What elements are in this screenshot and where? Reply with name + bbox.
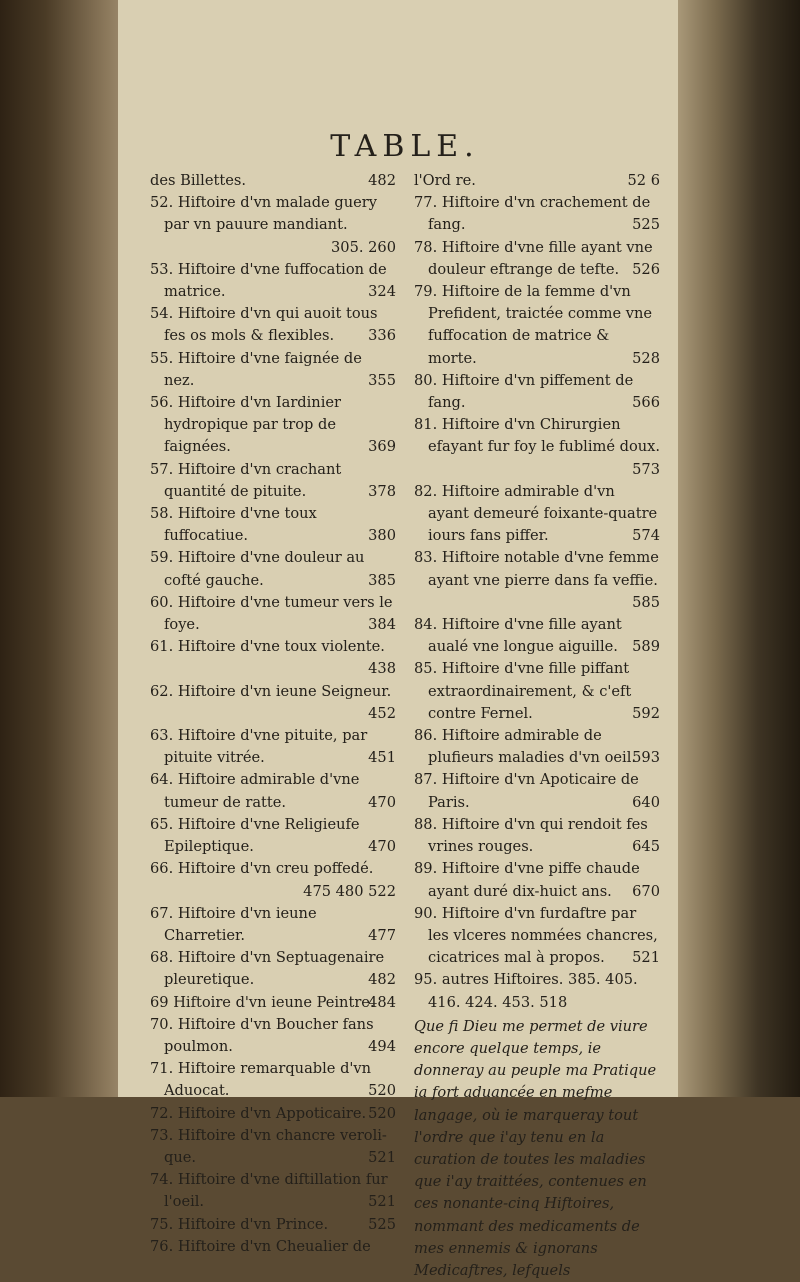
left_column-entry: [150, 992, 396, 1014]
left_column-entry: [150, 1125, 396, 1169]
entry-text: 58. Hiftoire d'vne toux fuffocatiue.: [150, 505, 317, 545]
right_column-entry: [414, 370, 660, 414]
entry-page-number: 574: [632, 527, 660, 545]
entry-text: 75. Hiftoire d'vn Prince.: [150, 1215, 329, 1233]
entry-page-number: 585: [632, 593, 660, 611]
left_column-entry: [150, 769, 396, 813]
left_column-entry: [150, 1058, 396, 1102]
entry-page-number: 369: [368, 438, 396, 456]
entry-page-number: 484: [368, 993, 396, 1011]
entry-page-number: 475 480 522: [303, 882, 396, 900]
entry-text: 88. Hiftoire d'vn qui rendoit fes vrines rouges.: [414, 815, 648, 856]
left_column-entry: [150, 1236, 396, 1258]
entry-page-number: 324: [368, 283, 396, 301]
entry-text: 74. Hiftoire d'vne diftillation fur l'oeil.: [150, 1171, 388, 1211]
entry-page-number: 384: [368, 616, 396, 634]
right_column-entry: [414, 281, 660, 370]
left_column-entry: [150, 858, 396, 902]
right_column-entry: [414, 170, 660, 192]
entry-text: 70. Hiftoire d'vn Boucher fans poulmon.: [150, 1015, 374, 1055]
entry-text: 62. Hiftoire d'vn ieune Seigneur.: [150, 682, 392, 700]
entry-page-number: 305. 260: [331, 238, 396, 256]
right_column-entry: [414, 903, 660, 970]
entry-text: 59. Hiftoire d'vne douleur au cofté gauche.: [150, 549, 365, 589]
left_column-entry: [150, 170, 396, 192]
right_column-entry: [414, 414, 660, 481]
entry-page-number: 520: [368, 1082, 396, 1100]
entry-page-number: 521: [368, 1148, 396, 1166]
entry-text: 95. autres Hiftoires. 385. 405. 416. 424. 453. 518: [414, 971, 638, 1011]
right-column: [414, 170, 660, 1282]
left_column-entry: [150, 814, 396, 858]
entry-text: 67. Hiftoire d'vn ieune Charretier.: [150, 904, 317, 944]
entry-text: 76. Hiftoire d'vn Cheualier de: [150, 1237, 371, 1255]
entry-text: l'Ord re.: [414, 172, 476, 189]
entry-page-number: 589: [632, 638, 660, 656]
right_column-entry: [414, 725, 660, 769]
entry-page-number: 470: [368, 793, 396, 811]
right_column-entry: [414, 481, 660, 548]
entry-page-number: 385: [368, 571, 396, 589]
entry-text: 78. Hiftoire d'vne fille ayant vne douleur eftrange de tefte.: [414, 238, 653, 278]
entry-text: 73. Hiftoire d'vn chancre veroli-que.: [150, 1126, 387, 1166]
entry-page-number: 592: [632, 704, 660, 722]
entry-page-number: 482: [368, 172, 396, 189]
entry-text: 90. Hiftoire d'vn furdaftre par les vlceres nommées chancres, cicatrices mal à propos.: [414, 904, 658, 967]
entry-page-number: 520: [368, 1104, 396, 1122]
right_column-entry: [414, 858, 660, 902]
left_column-entry: [150, 259, 396, 303]
entry-page-number: 438: [368, 660, 396, 678]
entry-text: 83. Hiftoire notable d'vne femme ayant vne pierre dans fa veffie.: [414, 549, 659, 589]
right-page-edge: [660, 0, 800, 1097]
entry-text: 66. Hiftoire d'vn creu poffedé.: [150, 860, 374, 878]
entry-page-number: 482: [368, 971, 396, 989]
left_column-entry: [150, 1014, 396, 1058]
left_column-entry: [150, 192, 396, 259]
entry-page-number: 52 6: [627, 172, 660, 189]
entry-text: 81. Hiftoire d'vn Chirurgien efayant fur foy le fublimé doux.: [414, 416, 661, 456]
entry-page-number: 526: [632, 260, 660, 278]
entry-text: 56. Hiftoire d'vn Iardinier hydropique par trop de faignées.: [150, 394, 341, 456]
entry-page-number: 645: [632, 838, 660, 856]
left_column-entry: [150, 725, 396, 769]
left_column-entry: [150, 503, 396, 547]
entry-text: 53. Hiftoire d'vne fuffocation de matrice.: [150, 260, 387, 301]
left_column-entry: [150, 1103, 396, 1125]
entry-text: 65. Hiftoire d'vne Religieufe Epileptique.: [150, 815, 360, 856]
entry-text: 79. Hiftoire de la femme d'vn Prefident, traictée comme vne fuffocation de matrice & morte.: [414, 283, 653, 367]
right-entries: [414, 170, 660, 1014]
entry-text: 87. Hiftoire d'vn Apoticaire de Paris.: [414, 771, 639, 811]
entry-text: 57. Hiftoire d'vn crachant quantité de pituite.: [150, 460, 342, 500]
entry-text: 60. Hiftoire d'vne tumeur vers le foye.: [150, 593, 393, 634]
entry-text: 54. Hiftoire d'vn qui auoit tous fes os mols & flexibles.: [150, 305, 378, 345]
entry-page-number: 573: [632, 460, 660, 478]
entry-text: 77. Hiftoire d'vn crachement de fang.: [414, 194, 651, 234]
entry-text: 89. Hiftoire d'vne piffe chaude ayant duré dix-huict ans.: [414, 860, 640, 900]
entry-page-number: 336: [368, 327, 396, 345]
entry-page-number: 566: [632, 394, 660, 412]
entry-page-number: 380: [368, 527, 396, 545]
page-header: TABLE.: [330, 129, 480, 164]
entry-text: 85. Hiftoire d'vne fille piffant extraordinairement, & c'eft contre Fernel.: [414, 660, 632, 722]
left_column-entry: [150, 947, 396, 991]
entry-text: 86. Hiftoire admirable de plufieurs maladies d'vn oeil.: [414, 727, 636, 767]
entry-page-number: 451: [368, 749, 396, 767]
entry-page-number: 470: [368, 838, 396, 856]
entry-page-number: 640: [632, 793, 660, 811]
left_column-entry: [150, 459, 396, 503]
entry-text: 63. Hiftoire d'vne pituite, par pituite vitrée.: [150, 727, 368, 767]
entry-text: 68. Hiftoire d'vn Septuagenaire pleuretique.: [150, 949, 385, 989]
left_column-entry: [150, 547, 396, 591]
right_column-entry: [414, 614, 660, 658]
left_column-entry: [150, 592, 396, 636]
entry-page-number: 521: [368, 1193, 396, 1211]
entry-page-number: 525: [368, 1215, 396, 1233]
left_column-entry: [150, 681, 396, 725]
entry-page-number: 494: [368, 1037, 396, 1055]
entry-text: 69 Hiftoire d'vn ieune Peintre.: [150, 993, 375, 1011]
left_column-entry: [150, 636, 396, 680]
right_column-entry: [414, 192, 660, 236]
entry-text: 72. Hiftoire d'vn Appoticaire.: [150, 1104, 367, 1122]
entry-text: 52. Hiftoire d'vn malade guery par vn pauure mandiant.: [150, 194, 377, 234]
entry-text: 84. Hiftoire d'vne fille ayant aualé vne longue aiguille.: [414, 616, 622, 656]
entry-text: 61. Hiftoire d'vne toux violente.: [150, 638, 385, 656]
entry-text: 80. Hiftoire d'vn piffement de fang.: [414, 371, 634, 412]
columns: [150, 170, 660, 1282]
left_column-entry: [150, 392, 396, 459]
entry-page-number: 593: [632, 749, 660, 767]
left_column-entry: [150, 1214, 396, 1236]
left_column-entry: [150, 303, 396, 347]
entry-page-number: 452: [368, 704, 396, 722]
entry-page-number: 521: [632, 949, 660, 967]
page-content: [150, 130, 660, 1282]
entry-text: des Billettes.: [150, 172, 246, 189]
entry-page-number: 670: [632, 882, 660, 900]
entry-text: 64. Hiftoire admirable d'vne tumeur de ratte.: [150, 771, 360, 811]
closing-paragraph: Que fi Dieu me permet de viure encore quelque temps, ie donneray au peuple ma Pratique ia fort aduancée en mefme langage, où ie marqueray tout l'ordre que i'ay tenu en la curation de toutes les maladies que i'ay traittées, contenues en ces nonante-cinq Hiftoires, nommant des medicaments de mes ennemis & ignorans Medicaftres, lefquels: [414, 1017, 657, 1279]
right_column-entry: [414, 658, 660, 725]
left_column-entry: [150, 903, 396, 947]
right_column-entry: [414, 769, 660, 813]
entry-text: 55. Hiftoire d'vne faignée de nez.: [150, 349, 362, 389]
right_column-entry: [414, 547, 660, 614]
right_column-entry: [414, 814, 660, 858]
entry-text: 71. Hiftoire remarquable d'vn Aduocat.: [150, 1060, 372, 1100]
entry-page-number: 355: [368, 371, 396, 389]
entry-page-number: 525: [632, 216, 660, 234]
entry-text: 82. Hiftoire admirable d'vn ayant demeuré foixante-quatre iours fans piffer.: [414, 482, 658, 545]
left_column-entry: [150, 348, 396, 392]
left_column-entry: [150, 1169, 396, 1213]
right_column-entry: [414, 969, 660, 1013]
entry-page-number: 477: [368, 926, 396, 944]
entry-page-number: 378: [368, 482, 396, 500]
entry-page-number: 528: [632, 349, 660, 367]
right_column-entry: [414, 237, 660, 281]
left-column: [150, 170, 396, 1282]
